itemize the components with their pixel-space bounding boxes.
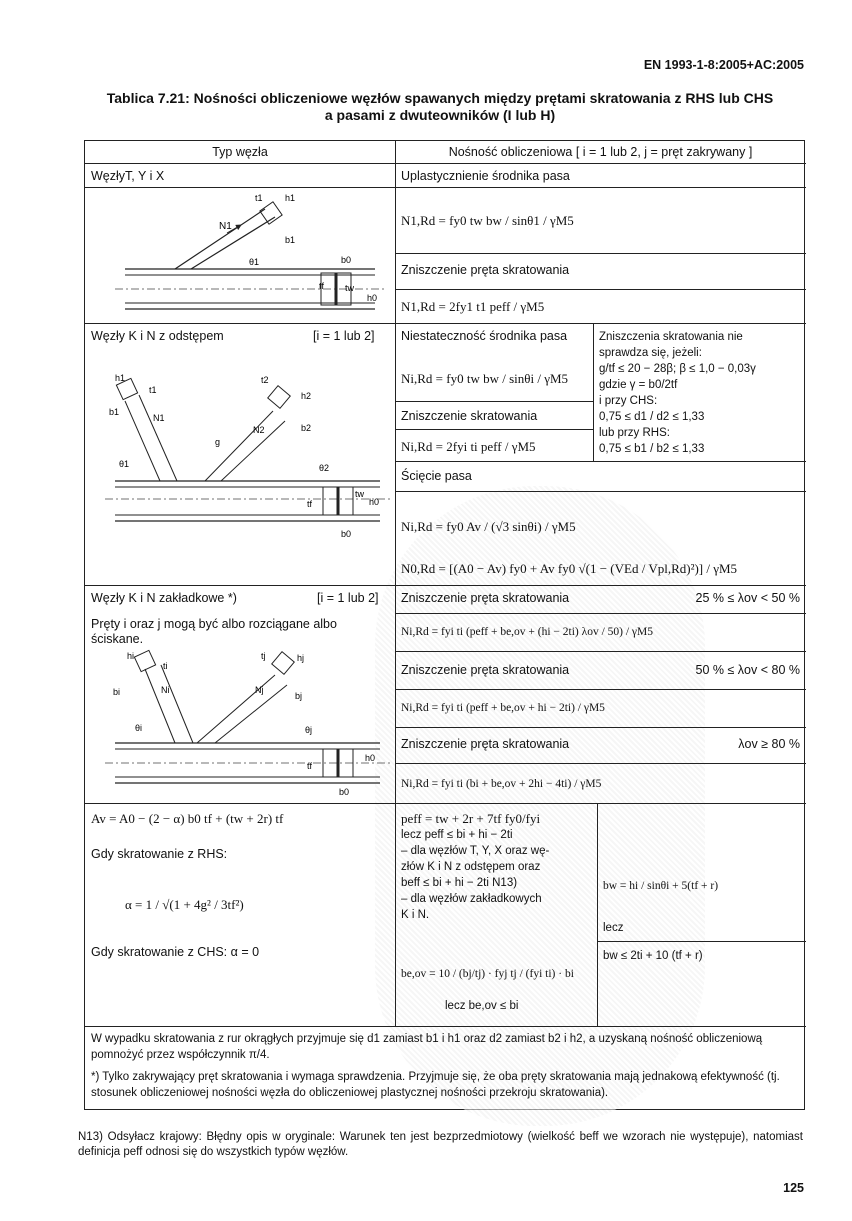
svg-text:tw: tw bbox=[355, 489, 364, 499]
overlap-r1-range: 25 % ≤ λov < 50 % bbox=[695, 591, 800, 605]
formula-alpha: α = 1 / √(1 + 4g² / 3tf²) bbox=[125, 897, 244, 912]
svg-text:N1: N1 bbox=[219, 221, 232, 232]
note-circular: W wypadku skratowania z rur okrągłych przyjmuje się d1 zamiast b1 i h1 oraz d2 zamiast b2 i h2, a uzyskaną nośność obliczeniową pomnożyć przez współczynnik π/4. bbox=[91, 1033, 763, 1061]
resistance-table bbox=[84, 140, 805, 1110]
formula-brace-failure: N1,Rd = 2fy1 t1 peff / γM5 bbox=[401, 299, 545, 314]
svg-text:t1: t1 bbox=[149, 385, 157, 395]
svg-text:tf: tf bbox=[307, 499, 313, 509]
svg-text:bi: bi bbox=[113, 687, 121, 697]
formula-chord-axial: N0,Rd = [(A0 − Av) fy0 + Av fy0 √(1 − (VEd / Vpl,Rd)²)] / γM5 bbox=[401, 561, 738, 576]
section-k-n-gap-label: Węzły K i N z odstępem bbox=[91, 329, 224, 343]
svg-text:h1: h1 bbox=[285, 193, 296, 203]
chord-shear-title: Ścięcie pasa bbox=[401, 469, 472, 483]
formula-overlap-r1: Ni,Rd = fyi ti (peff + be,ov + (hi − 2ti) λov / 50) / γM5 bbox=[401, 626, 653, 638]
svg-text:t1: t1 bbox=[255, 193, 263, 203]
overlap-r3-range: λov ≥ 80 % bbox=[738, 737, 800, 751]
formula-peff: peff = tw + 2r + 7tf fy0/fyi bbox=[401, 811, 541, 826]
web-buckling-title: Niestateczność środnika pasa bbox=[401, 329, 568, 343]
svg-text:N2: N2 bbox=[253, 425, 265, 435]
formula-overlap-r2: Ni,Rd = fyi ti (peff + be,ov + hi − 2ti) / γM5 bbox=[401, 702, 605, 714]
be-ov-limit: lecz be,ov ≤ bi bbox=[445, 1000, 519, 1012]
formula-web-buckling: Ni,Rd = fy0 tw bw / sinθi / γM5 bbox=[401, 371, 569, 386]
watermark bbox=[375, 486, 705, 1126]
svg-text:h0: h0 bbox=[369, 497, 380, 507]
svg-text:ti: ti bbox=[163, 661, 168, 671]
formula-av: Av = A0 − (2 − α) b0 tf + (tw + 2r) tf bbox=[91, 811, 284, 826]
svg-text:θ2: θ2 bbox=[319, 463, 330, 473]
page-number: 125 bbox=[783, 1181, 804, 1195]
section-t-y-x-label: WęzłyT, Y i X bbox=[91, 169, 165, 183]
svg-text:h1: h1 bbox=[115, 373, 126, 383]
svg-text:Nj: Nj bbox=[255, 685, 264, 695]
svg-text:θi: θi bbox=[135, 723, 143, 733]
bw-lecz: lecz bbox=[603, 922, 624, 934]
svg-text:bj: bj bbox=[295, 691, 303, 701]
svg-text:b2: b2 bbox=[301, 423, 312, 433]
overlap-description: Pręty i oraz j mogą być albo rozciągane albo ściskane. bbox=[91, 617, 337, 646]
formula-overlap-r3: Ni,Rd = fyi ti (bi + be,ov + 2hi − 4ti) / γM5 bbox=[401, 778, 602, 790]
overlap-r2-range: 50 % ≤ λov < 80 % bbox=[695, 663, 800, 677]
column-header-resistance: Nośność obliczeniowa [ i = 1 lub 2, j = pręt zakrywany ] bbox=[448, 145, 753, 159]
column-header-type: Typ węzła bbox=[212, 145, 268, 159]
svg-text:tw: tw bbox=[345, 283, 354, 293]
footnote-n13: N13) Odsyłacz krajowy: Błędny opis w oryginale: Warunek ten jest bezprzedmiotowy (wielkość beff we wzorach nie występuje), natomiast definicja peff odnosi się do wszystkich typów węzłów. bbox=[78, 1131, 803, 1158]
section-k-n-overlap-ref: [i = 1 lub 2] bbox=[317, 591, 379, 605]
formula-chord-shear: Ni,Rd = fy0 Av / (√3 sinθi) / γM5 bbox=[401, 519, 576, 534]
svg-text:Ni: Ni bbox=[161, 685, 170, 695]
brace-check-note: Zniszczenia skratowania nie sprawdza się, jeżeli: g/tf ≤ 20 − 28β; β ≤ 1,0 − 0,03γ gdzie γ = b0/2tf i przy CHS: 0,75 ≤ d1 / d2 ≤ 1,33 lub przy RHS: 0,75 ≤ b1 / b2 ≤ 1,33 bbox=[599, 331, 756, 455]
svg-text:t2: t2 bbox=[261, 375, 269, 385]
web-yield-title: Uplastycznienie środnika pasa bbox=[401, 169, 570, 183]
svg-text:N1: N1 bbox=[153, 413, 165, 423]
svg-text:θ1: θ1 bbox=[119, 459, 130, 469]
svg-text:b1: b1 bbox=[109, 407, 120, 417]
formula-web-yield: N1,Rd = fy0 tw bw / sinθ1 / γM5 bbox=[401, 213, 574, 228]
formula-be-ov: be,ov = 10 / (bj/tj) · fyj tj / (fyi ti) · bi bbox=[401, 968, 574, 980]
bw-limit: bw ≤ 2ti + 10 (tf + r) bbox=[603, 950, 703, 962]
standard-header: EN 1993-1-8:2005+AC:2005 bbox=[643, 58, 804, 72]
formula-bw: bw = hi / sinθi + 5(tf + r) bbox=[603, 880, 719, 892]
svg-text:g: g bbox=[215, 437, 221, 447]
svg-text:tf: tf bbox=[319, 281, 325, 291]
section-k-n-overlap-label: Węzły K i N zakładkowe *) bbox=[91, 591, 237, 605]
overlap-r3-title: Zniszczenie pręta skratowania bbox=[401, 737, 570, 751]
svg-text:hj: hj bbox=[297, 653, 305, 663]
diagram-k-n-gap bbox=[105, 371, 390, 576]
note-overlap: *) Tylko zakrywający pręt skratowania i wymaga sprawdzenia. Przyjmuje się, że oba pręty skratowania mają jednakową efektywność (tj. stosunek obliczeniowej nośności węzła do obliczeniowej plastycznej nośności przekroju skratowania). bbox=[91, 1071, 780, 1099]
svg-text:hi: hi bbox=[127, 651, 135, 661]
formula-brace-failure-gap: Ni,Rd = 2fyi ti peff / γM5 bbox=[401, 439, 536, 454]
svg-text:h0: h0 bbox=[367, 293, 378, 303]
brace-failure-gap-title: Zniszczenie skratowania bbox=[401, 409, 538, 423]
table-title bbox=[60, 90, 820, 124]
title-line-1: Tablica 7.21: Nośności obliczeniowe węzłów spawanych między prętami skratowania z RHS lub CHS bbox=[106, 90, 774, 106]
svg-text:b0: b0 bbox=[341, 255, 352, 265]
diagram-k-n-overlap bbox=[105, 649, 390, 799]
title-line-2: a pasami z dwuteowników (I lub H) bbox=[324, 107, 556, 123]
peff-conditions: lecz peff ≤ bi + hi − 2ti – dla węzłów T, Y, X oraz wę- złów K i N z odstępem oraz beff ≤ bi + hi − 2ti N13) – dla węzłów zakładkowych K i N. bbox=[401, 829, 550, 921]
svg-text:b0: b0 bbox=[341, 529, 352, 539]
section-k-n-gap-ref: [i = 1 lub 2] bbox=[313, 329, 375, 343]
svg-text:tf: tf bbox=[307, 761, 313, 771]
overlap-r1-title: Zniszczenie pręta skratowania bbox=[401, 591, 570, 605]
chs-label: Gdy skratowanie z CHS: α = 0 bbox=[91, 945, 260, 959]
svg-text:θj: θj bbox=[305, 725, 313, 735]
svg-text:h0: h0 bbox=[365, 753, 376, 763]
svg-text:tj: tj bbox=[261, 651, 266, 661]
overlap-r2-title: Zniszczenie pręta skratowania bbox=[401, 663, 570, 677]
svg-text:h2: h2 bbox=[301, 391, 312, 401]
rhs-label: Gdy skratowanie z RHS: bbox=[91, 847, 228, 861]
svg-text:θ1: θ1 bbox=[249, 257, 260, 267]
svg-text:b0: b0 bbox=[339, 787, 350, 797]
diagram-t-y-x bbox=[115, 191, 385, 319]
svg-text:b1: b1 bbox=[285, 235, 296, 245]
brace-failure-title: Zniszczenie pręta skratowania bbox=[401, 263, 570, 277]
